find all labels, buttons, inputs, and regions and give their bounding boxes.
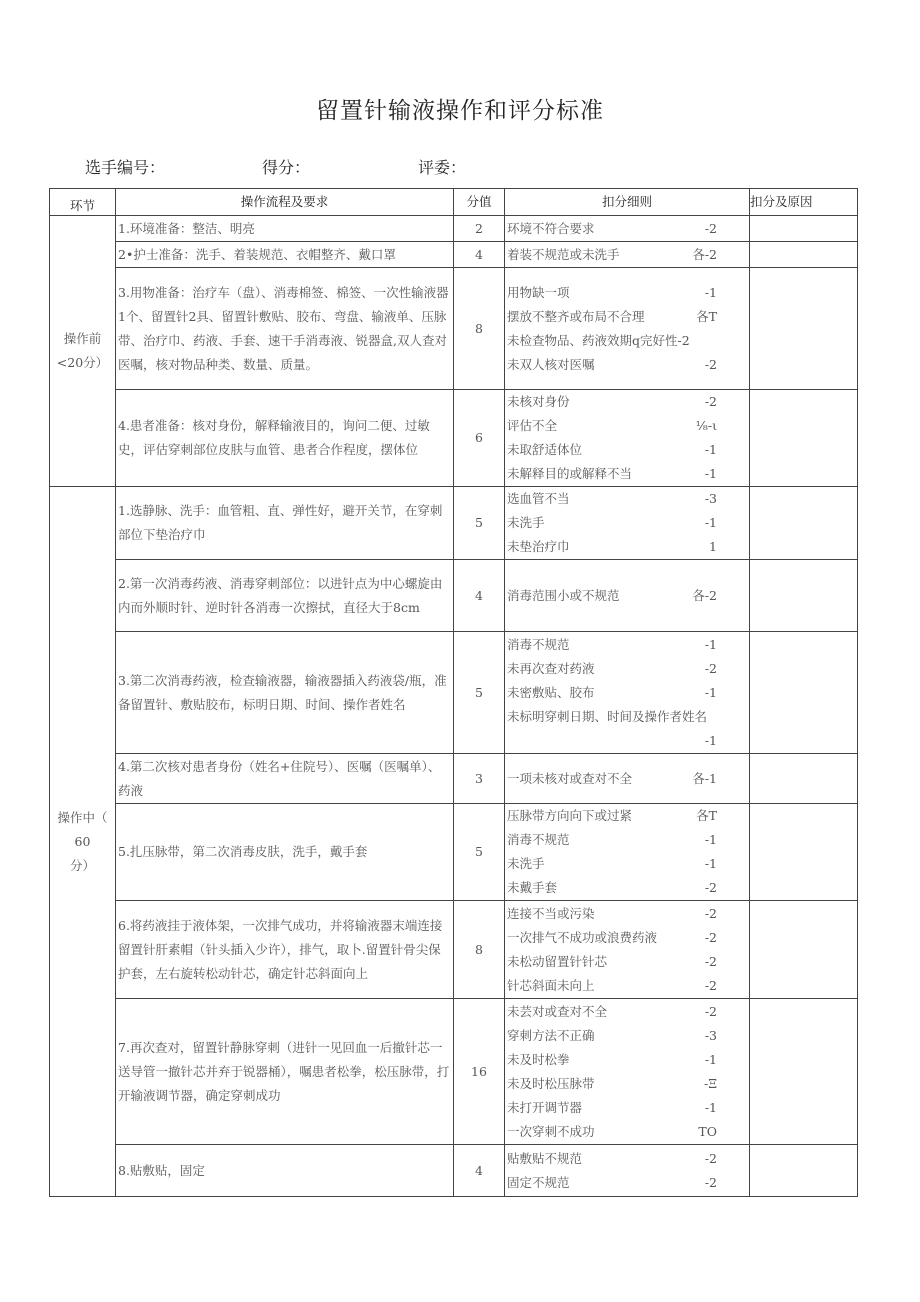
deduction-item — [507, 729, 747, 753]
deduction-cell — [505, 487, 750, 560]
deduction-points: -2 — [704, 1174, 717, 1190]
deduction-text: 未密敷贴、胶布 — [507, 684, 595, 700]
deduction-points: 各T — [696, 808, 717, 823]
deduction-item — [507, 902, 747, 926]
deduction-points: -1 — [704, 442, 717, 457]
deduction-text: 消毒不规范 — [507, 832, 570, 847]
deduction-text: 消毒范围小或不规范 — [507, 587, 620, 603]
deduction-text: 固定不规范 — [507, 1174, 570, 1190]
score-cell: 4 — [454, 1145, 505, 1197]
deduction-points: -2 — [704, 953, 717, 969]
judge-label: 评委： — [418, 158, 467, 177]
deduction-points: -1 — [704, 284, 717, 300]
deduction-points: -2 — [704, 1003, 717, 1019]
form-header — [0, 155, 920, 179]
deduction-text: 连接不当或污染 — [507, 905, 595, 921]
deduction-cell — [505, 754, 750, 804]
deduction-text: 选血管不当 — [507, 491, 570, 506]
table-row — [50, 1145, 858, 1197]
deduction-item — [507, 1171, 747, 1195]
table-row — [50, 754, 858, 804]
deduction-cell — [505, 1145, 750, 1197]
table-row — [50, 804, 858, 901]
deduction-item — [507, 390, 747, 414]
reason-cell[interactable] — [750, 560, 858, 632]
deduction-text: 未洗手 — [507, 856, 545, 871]
deduction-cell — [505, 242, 750, 268]
deduction-points: 各-2 — [692, 587, 717, 603]
procedure-cell: 6.将药液挂于液体架，一次排气成功，并将输液器末端连接留置针肝素帽（针头插入少许），排气，取卜.留置针骨尖保护套，左右旋转松动针芯，确定针芯斜面向上 — [116, 901, 454, 999]
deduction-cell — [505, 268, 750, 390]
deduction-text: 压脉带方向向下或过紧 — [507, 808, 633, 823]
deduction-cell — [505, 560, 750, 632]
deduction-item — [507, 438, 747, 462]
deduction-points: -2 — [704, 356, 717, 372]
deduction-text: 未及时松压脉带 — [507, 1075, 595, 1091]
deduction-cell — [505, 632, 750, 754]
score-cell: 5 — [454, 487, 505, 560]
deduction-points: -2 — [704, 220, 717, 236]
deduction-points: -Ξ — [703, 1075, 717, 1091]
deduction-item — [507, 462, 747, 486]
score-cell: 8 — [454, 268, 505, 390]
deduction-points: 各T — [696, 308, 717, 324]
score-cell: 6 — [454, 390, 505, 487]
score-cell: 8 — [454, 901, 505, 999]
deduction-item — [507, 329, 747, 353]
deduction-item — [507, 767, 747, 791]
reason-cell[interactable] — [750, 390, 858, 487]
contestant-number-label: 选手编号： — [85, 158, 166, 177]
deduction-item — [507, 876, 747, 900]
deduction-text: 未核对身份 — [507, 394, 570, 409]
deduction-points: -1 — [704, 636, 717, 652]
procedure-cell: 3.用物准备：治疗车（盘）、消毒棉签、棉签、一次性输液器1个、留置针2具、留置针敷贴、胶布、弯盘、输液单、压脉带、治疗巾、药液、手套、速干手消毒液、锐器盒,双人查对医嘱，核对物品种类、数量、质量。 — [116, 268, 454, 390]
col-reason-header: 扣分及原因 — [750, 189, 858, 216]
stage-cell: 操作前 <20分） — [50, 216, 116, 487]
deduction-text: 穿刺方法不正确 — [507, 1027, 595, 1043]
deduction-text: 未标明穿刺日期、时间及操作者姓名 — [507, 708, 708, 724]
deduction-text: 环境不符合要求 — [507, 220, 595, 236]
reason-cell[interactable] — [750, 632, 858, 754]
table-row — [50, 268, 858, 390]
deduction-text: 未双人核对医嘱 — [507, 356, 595, 372]
table-row — [50, 216, 858, 242]
deduction-cell — [505, 804, 750, 901]
deduction-points: 各-2 — [692, 246, 717, 262]
deduction-item — [507, 950, 747, 974]
page-title: 留置针输液操作和评分标准 — [316, 98, 604, 124]
deduction-points: -2 — [704, 660, 717, 676]
deduction-item — [507, 217, 747, 241]
procedure-cell: 4.患者准备：核对身份，解释输液目的，询问二便、过敏史，评估穿刺部位皮肤与血管、患者合作程度，摆体位 — [116, 390, 454, 487]
deduction-text: 未及时松拳 — [507, 1051, 570, 1067]
deduction-points: TO — [698, 1123, 717, 1139]
reason-cell[interactable] — [750, 268, 858, 390]
deduction-points: ⅛-ι — [695, 418, 717, 433]
procedure-cell: 4.第二次核对患者身份（姓名+住院号）、医嘱（医嘱单）、药液 — [116, 754, 454, 804]
table-row — [50, 560, 858, 632]
deduction-points: -1 — [704, 856, 717, 871]
deduction-item — [507, 1120, 747, 1144]
deduction-item — [507, 1072, 747, 1096]
score-cell: 4 — [454, 242, 505, 268]
deduction-item — [507, 511, 747, 535]
table-row — [50, 632, 858, 754]
deduction-text: 一次排气不成功或浪费药液 — [507, 929, 658, 945]
reason-cell[interactable] — [750, 487, 858, 560]
deduction-text: 用物缺一项 — [507, 284, 570, 300]
deduction-text: 未再次查对药液 — [507, 660, 595, 676]
deduction-text: 未垫治疗巾 — [507, 539, 570, 554]
procedure-cell: 5.扎压脉带，第二次消毒皮肤，洗手，戴手套 — [116, 804, 454, 901]
score-cell: 5 — [454, 632, 505, 754]
table-row — [50, 487, 858, 560]
deduction-item — [507, 974, 747, 998]
deduction-text: 着装不规范或未洗手 — [507, 246, 620, 262]
table-row — [50, 242, 858, 268]
procedure-cell: 3.第二次消毒药液，检查输液器，输液器插入药液袋/瓶，准备留置针、敷贴胶布，标明日期、时间、操作者姓名 — [116, 632, 454, 754]
deduction-points: -2 — [704, 394, 717, 409]
reason-cell[interactable] — [750, 901, 858, 999]
deduction-points: -2 — [704, 1150, 717, 1166]
deduction-text: 针芯斜面未向上 — [507, 977, 595, 993]
procedure-cell: 2.第一次消毒药液、消毒穿刺部位：以进针点为中心螺旋由内而外顺时针、逆时针各消毒一次擦拭，直径大于8cm — [116, 560, 454, 632]
deduction-cell — [505, 216, 750, 242]
deduction-text: 未芸对或查对不全 — [507, 1003, 608, 1019]
procedure-cell: 2•护士准备：洗手、着装规范、衣帽整齐、戴口罩 — [116, 242, 454, 268]
deduction-item — [507, 804, 747, 828]
reason-cell[interactable] — [750, 242, 858, 268]
deduction-points: -2 — [704, 977, 717, 993]
score-cell: 4 — [454, 560, 505, 632]
deduction-text: 消毒不规范 — [507, 636, 570, 652]
scoring-table — [49, 188, 858, 1197]
stage-cell: 操作中（ 60 分） — [50, 487, 116, 1197]
table-body — [50, 216, 858, 1197]
deduction-points: -2 — [704, 905, 717, 921]
deduction-item — [507, 487, 747, 511]
table-header-row — [50, 189, 858, 216]
deduction-points: -1 — [704, 732, 717, 748]
deduction-points: 1 — [709, 539, 717, 554]
col-deduction-header: 扣分细则 — [505, 189, 750, 216]
deduction-item — [507, 414, 747, 438]
deduction-item — [507, 1048, 747, 1072]
deduction-points: -1 — [704, 684, 717, 700]
deduction-item — [507, 535, 747, 559]
deduction-text: 评估不全 — [507, 418, 558, 433]
procedure-cell: 8.贴敷贴，固定 — [116, 1145, 454, 1197]
reason-cell[interactable] — [750, 754, 858, 804]
deduction-text: 一项未核对或查对不全 — [507, 770, 633, 786]
col-stage-header: 环节 — [50, 189, 116, 216]
deduction-item — [507, 584, 747, 608]
deduction-text: 未洗手 — [507, 515, 545, 530]
deduction-text: 未取舒适体位 — [507, 442, 583, 457]
deduction-item — [507, 705, 747, 729]
deduction-points: 各-1 — [692, 770, 717, 786]
deduction-points: -3 — [704, 1027, 717, 1043]
deduction-cell — [505, 999, 750, 1145]
procedure-cell: 7.再次查对，留置针静脉穿刺（进针一见回血一后撤针芯一送导管一撤针芯并弃于锐器桶），嘱患者松拳，松压脉带，打开输液调节器，确定穿刺成功 — [116, 999, 454, 1145]
deduction-points: -3 — [704, 491, 717, 506]
procedure-cell: 1.环境准备：整洁、明亮 — [116, 216, 454, 242]
deduction-text: 未解释目的或解释不当 — [507, 466, 633, 481]
deduction-points: -1 — [704, 515, 717, 530]
deduction-points: -1 — [704, 832, 717, 847]
score-cell: 3 — [454, 754, 505, 804]
deduction-item — [507, 1147, 747, 1171]
deduction-item — [507, 1096, 747, 1120]
reason-cell[interactable] — [750, 216, 858, 242]
deduction-points: -1 — [704, 1099, 717, 1115]
deduction-cell — [505, 390, 750, 487]
deduction-text: 摆放不整齐或布局不合理 — [507, 308, 645, 324]
reason-cell[interactable] — [750, 804, 858, 901]
deduction-text: 未戴手套 — [507, 880, 558, 895]
score-label: 得分： — [262, 158, 311, 177]
deduction-item — [507, 305, 747, 329]
deduction-text: 未检查物品、药液效期q完好性-2 — [507, 332, 690, 348]
deduction-text: 一次穿刺不成功 — [507, 1123, 595, 1139]
deduction-item — [507, 926, 747, 950]
score-cell: 16 — [454, 999, 505, 1145]
deduction-item — [507, 633, 747, 657]
table-row — [50, 390, 858, 487]
deduction-points: -1 — [704, 1051, 717, 1067]
deduction-item — [507, 281, 747, 305]
deduction-points: -2 — [704, 929, 717, 945]
deduction-cell — [505, 901, 750, 999]
deduction-item — [507, 681, 747, 705]
deduction-item — [507, 1024, 747, 1048]
score-cell: 5 — [454, 804, 505, 901]
reason-cell[interactable] — [750, 1145, 858, 1197]
deduction-points: -2 — [704, 880, 717, 895]
deduction-item — [507, 1000, 747, 1024]
deduction-points: -1 — [704, 466, 717, 481]
score-cell: 2 — [454, 216, 505, 242]
deduction-text: 未松动留置针针芯 — [507, 953, 608, 969]
table-row — [50, 901, 858, 999]
deduction-item — [507, 828, 747, 852]
col-procedure-header: 操作流程及要求 — [116, 189, 454, 216]
deduction-text: 贴敷贴不规范 — [507, 1150, 583, 1166]
deduction-item — [507, 852, 747, 876]
reason-cell[interactable] — [750, 999, 858, 1145]
col-score-header: 分值 — [454, 189, 505, 216]
deduction-item — [507, 657, 747, 681]
deduction-text: 未打开调节器 — [507, 1099, 583, 1115]
procedure-cell: 1.选静脉、洗手：血管粗、直、弹性好，避开关节，在穿刺部位下垫治疗巾 — [116, 487, 454, 560]
table-row — [50, 999, 858, 1145]
deduction-item — [507, 353, 747, 377]
deduction-item — [507, 243, 747, 267]
